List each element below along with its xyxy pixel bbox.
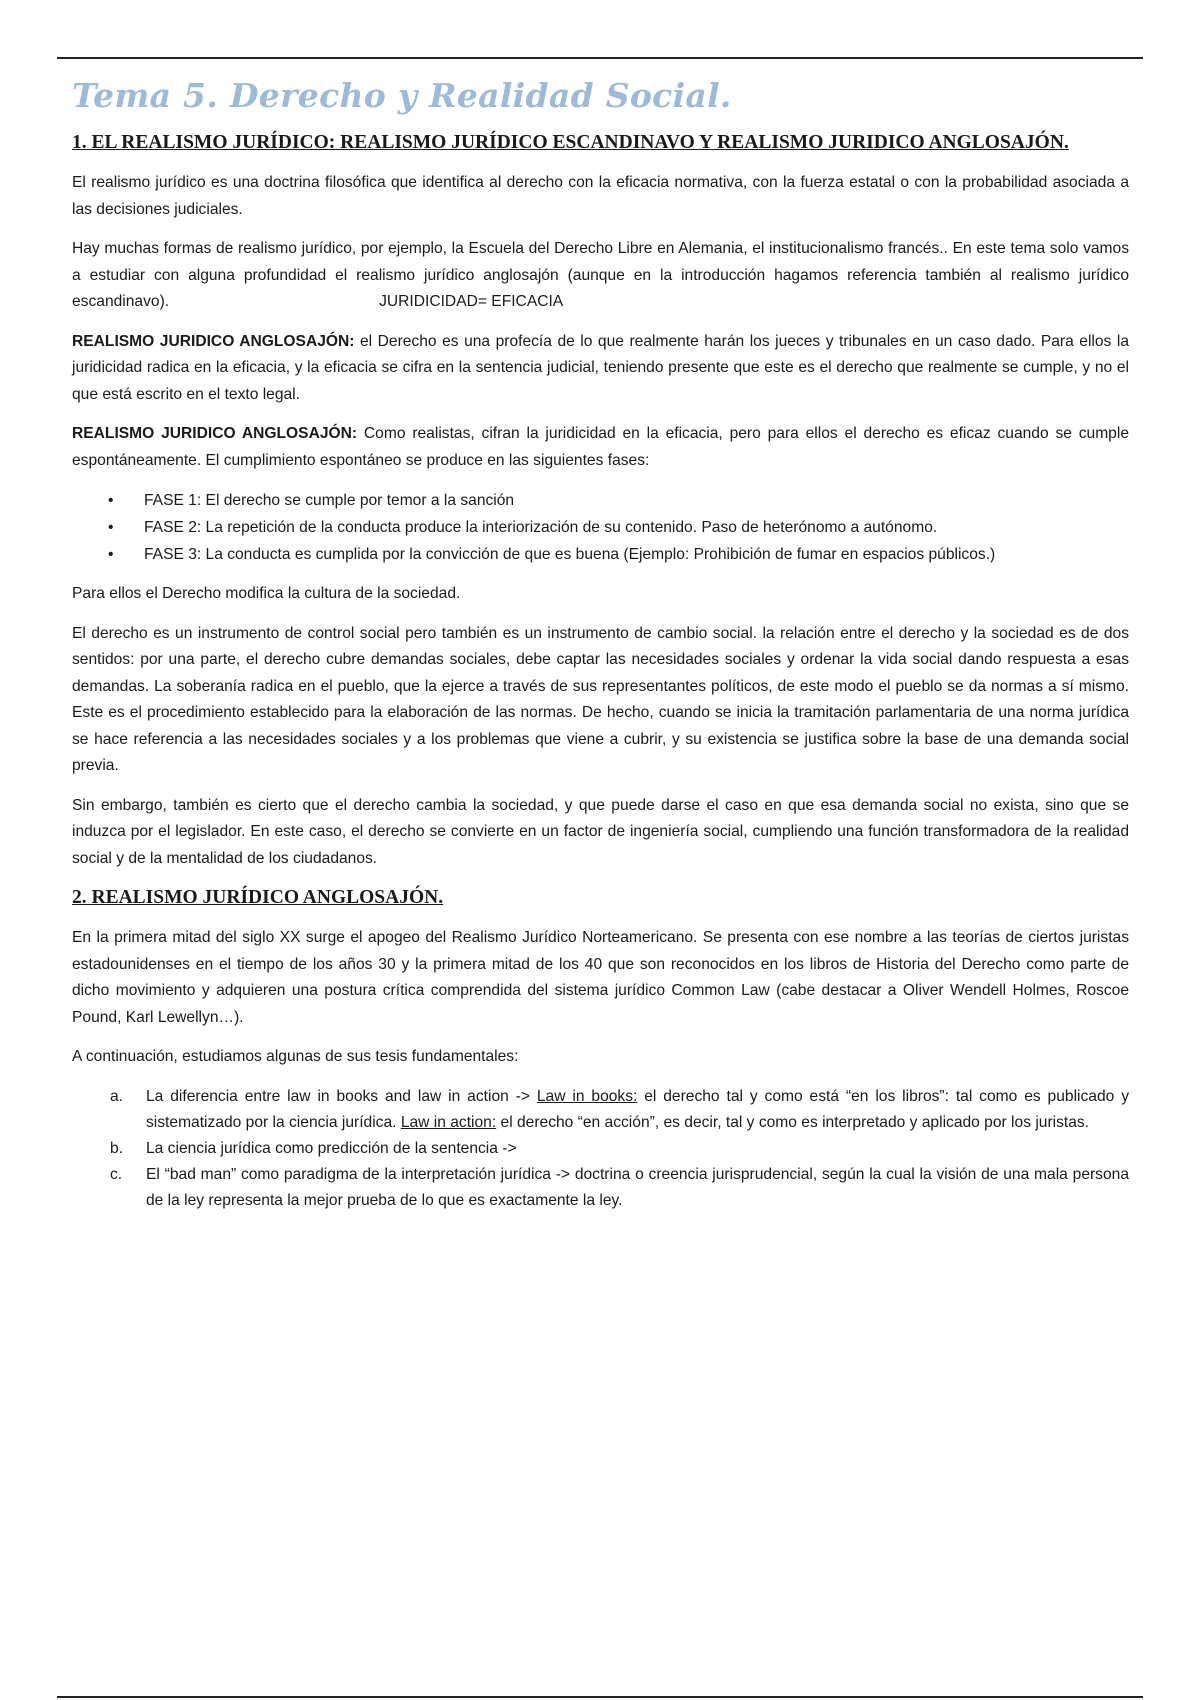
paragraph-6-text: El derecho es un instrumento de control social pero también es un instrumento de cambio social. la relación entre el derecho y la sociedad es de dos sentidos: por una parte, el derecho cubre demandas sociales, debe captar las necesidades sociales y ordenar la vida social dando respuesta a esas demandas. La soberanía radica en el pueblo, que la ejerce a través de sus representantes políticos, de este modo el pueblo se da normas a sí mismo. Este es el procedimiento establecido para la elaboración de las normas. De hecho, cuando se inicia la tramitación parlamentaria de una norma jurídica se hace referencia a las necesidades sociales y a los problemas que viene a cubrir, y su existencia se justifica sobre la base de una demanda social previa. bbox=[72, 624, 1129, 774]
paragraph-5 bbox=[72, 581, 1129, 608]
paragraph-1 bbox=[72, 170, 1129, 223]
document-page bbox=[72, 74, 1129, 1214]
paragraph-9-text: A continuación, estudiamos algunas de sus tesis fundamentales: bbox=[72, 1048, 519, 1065]
bullet-icon: • bbox=[108, 492, 114, 509]
paragraph-3 bbox=[72, 329, 1129, 409]
top-rule bbox=[57, 57, 1143, 59]
list-item bbox=[72, 1162, 1129, 1214]
thesis-a-text-2: el derecho tal y como está “en los libros”: tal como es publicado y sistematizado por la ciencia jurídica. bbox=[146, 1087, 1130, 1131]
list-marker: a. bbox=[110, 1087, 124, 1105]
paragraph-3-text: el Derecho es una profecía de lo que realmente harán los jueces y tribunales en un caso dado. Para ellos la juridicidad radica en la eficacia, y la eficacia se cifra en la sentencia judicial, teniendo presente que este es el derecho que realmente se cumple, y no el que está escrito en el texto legal. bbox=[72, 332, 1129, 403]
paragraph-4-label: REALISMO JURIDICO ANGLOSAJÓN: bbox=[72, 425, 358, 442]
page-title: Tema 5. Derecho y Realidad Social. bbox=[72, 76, 732, 115]
thesis-c-text: El “bad man” como paradigma de la interpretación jurídica -> doctrina o creencia jurisprudencial, según la cual la visión de una mala persona de la ley representa la mejor prueba de lo que es exactamente la ley. bbox=[146, 1165, 1129, 1209]
law-in-books-term: Law in books: bbox=[536, 1087, 638, 1105]
phase-text: FASE 2: La repetición de la conducta produce la interiorización de su contenido. Paso de heterónomo a autónomo. bbox=[144, 519, 938, 536]
paragraph-7 bbox=[72, 793, 1129, 873]
section-1-heading: 1. EL REALISMO JURÍDICO: REALISMO JURÍDICO ESCANDINAVO Y REALISMO JURIDICO ANGLOSAJÓN. bbox=[72, 132, 1069, 153]
paragraph-8-text: En la primera mitad del siglo XX surge el apogeo del Realismo Jurídico Norteamericano. Se presenta con ese nombre a las teorías de ciertos juristas estadounidenses en el tiempo de los años 30 y la primera mitad de los 40 que son reconocidos en los libros de Historia del Derecho como parte de dicho movimiento y adquieren una postura crítica comprendida del sistema jurídico Common Law (cabe destacar a Oliver Wendell Holmes, Roscoe Pound, Karl Lewellyn…). bbox=[72, 929, 1129, 1026]
paragraph-4 bbox=[72, 421, 1129, 474]
phase-text: FASE 1: El derecho se cumple por temor a la sanción bbox=[144, 492, 515, 509]
thesis-a-text-3: el derecho “en acción”, es decir, tal y como es interpretado y aplicado por los juristas. bbox=[496, 1113, 1090, 1131]
paragraph-1-text: El realismo jurídico es una doctrina filosófica que identifica al derecho con la eficacia normativa, con la fuerza estatal o con la probabilidad asociada a las decisiones judiciales. bbox=[72, 174, 1129, 218]
list-marker: b. bbox=[110, 1139, 124, 1157]
phases-list bbox=[72, 487, 1129, 568]
law-in-action-term: Law in action: bbox=[400, 1113, 497, 1131]
list-item bbox=[72, 541, 1129, 568]
list-item bbox=[72, 1084, 1129, 1136]
bullet-icon: • bbox=[108, 519, 114, 536]
bullet-icon: • bbox=[108, 546, 114, 563]
paragraph-8 bbox=[72, 925, 1129, 1031]
list-item bbox=[72, 487, 1129, 514]
paragraph-9 bbox=[72, 1044, 1129, 1071]
paragraph-4-text: Como realistas, cifran la juridicidad en la eficacia, pero para ellos el derecho es eficaz cuando se cumple espontáneamente. El cumplimiento espontáneo se produce en las siguientes fases: bbox=[72, 425, 1129, 469]
list-item bbox=[72, 514, 1129, 541]
phase-text: FASE 3: La conducta es cumplida por la convicción de que es buena (Ejemplo: Prohibición de fumar en espacios públicos.) bbox=[144, 546, 996, 563]
paragraph-3-label: REALISMO JURIDICO ANGLOSAJÓN: bbox=[72, 332, 355, 350]
paragraph-5-text: Para ellos el Derecho modifica la cultura de la sociedad. bbox=[72, 585, 461, 602]
list-item bbox=[72, 1136, 1129, 1162]
paragraph-2 bbox=[72, 236, 1129, 316]
list-marker: c. bbox=[110, 1165, 123, 1183]
thesis-b-text: La ciencia jurídica como predicción de la sentencia -> bbox=[146, 1139, 517, 1157]
section-2-heading: 2. REALISMO JURÍDICO ANGLOSAJÓN. bbox=[72, 887, 444, 908]
juridicidad-tag: JURIDICIDAD= EFICACIA bbox=[379, 293, 564, 310]
paragraph-6 bbox=[72, 621, 1129, 780]
paragraph-7-text: Sin embargo, también es cierto que el derecho cambia la sociedad, y que puede darse el caso en que esa demanda social no exista, sino que se induzca por el legislador. En este caso, el derecho se convierte en un factor de ingeniería social, cumpliendo una función transformadora de la realidad social y de la mentalidad de los ciudadanos. bbox=[72, 796, 1129, 867]
theses-list bbox=[72, 1084, 1129, 1214]
bottom-rule bbox=[57, 1696, 1143, 1698]
thesis-a-text: La diferencia entre law in books and law in action -> bbox=[146, 1087, 537, 1105]
paragraph-2-text: Hay muchas formas de realismo jurídico, por ejemplo, la Escuela del Derecho Libre en Alemania, el institucionalismo francés.. En este tema solo vamos a estudiar con alguna profundidad el realismo jurídico anglosajón (aunque en la introducción hagamos referencia también al realismo jurídico escandinavo). bbox=[72, 240, 1129, 310]
